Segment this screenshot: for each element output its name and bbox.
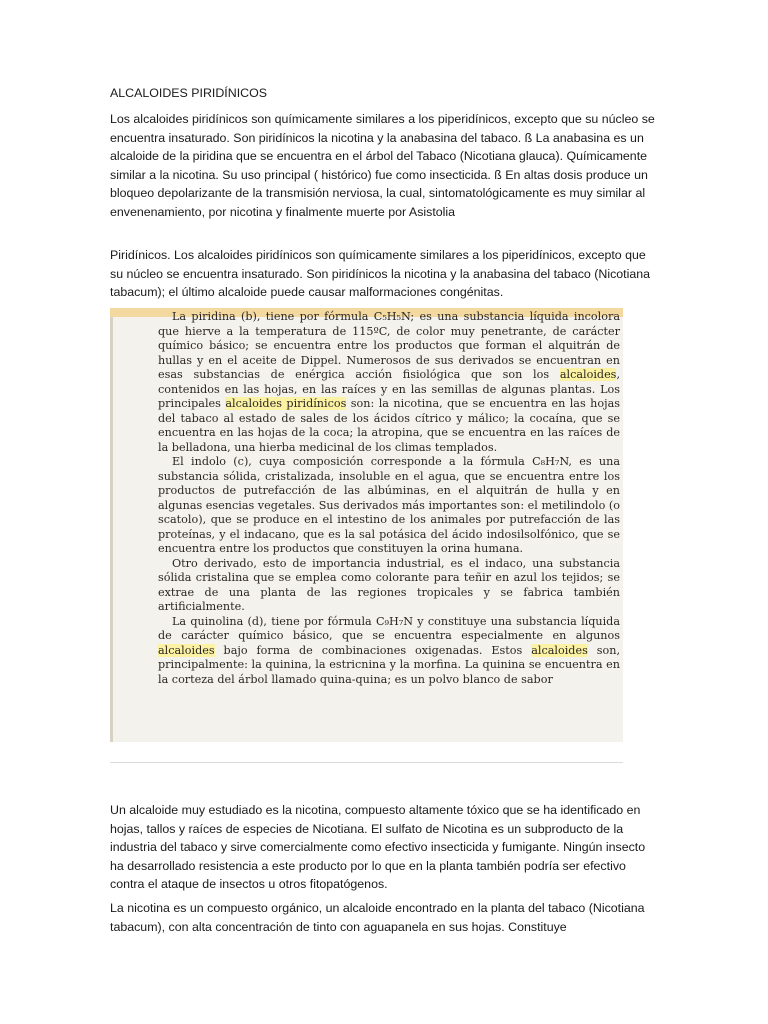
scan-text-run: son: la nicotina, que se encuentra en las hojas del tabaco al estado de sales de los ácidos cítrico y málico; la cocaína, que se encuentra en las hojas de la coca; la atropina, que se encuentra en las raíces de la belladona, una hierba medicinal de los climas templados. [158,397,620,454]
highlighted-term: alcaloides [559,368,617,381]
scan-text-run: son, principalmente: la quinina, la estricnina y la morfina. La quinina se encuentra en la corteza del árbol llamado quina-quina; es un polvo blanco de sabor [158,643,621,686]
scan-text-run: La quinolina (d), tiene por fórmula C₉H₇N y constituye una substancia líquida de carácter químico básico, que se encuentra especialmente en algunos [158,614,620,642]
paragraph-nicotina-estudio: Un alcaloide muy estudiado es la nicotina, compuesto altamente tóxico que se ha identificado en hojas, tallos y raíces de especies de Nicotiana. El sulfato de Nicotina es un subproducto de la industria del tabaco y sirve comercialmente como efectivo insecticida y fumigante. Ningún insecto ha desarrollado resistencia a este producto por lo que en la planta también podría ser efectivo contra el ataque de insectos u otros fitopatógenos. [110,803,646,892]
scan-text-run: , contenidos en las hojas, en las raíces y en las semillas de algunas plantas. Los principales [158,368,620,410]
scan-left-border [110,317,113,742]
highlighted-term: alcaloides [158,643,215,657]
paragraph-piridinicos: Piridínicos. Los alcaloides piridínicos son químicamente similares a los piperidínicos, excepto que su núcleo se encuentra insaturado. Son piridínicos la nicotina y la anabasina del tabaco (Nicotiana tabacum); el último alcaloide puede causar malformaciones congénitas. [110,248,651,300]
scan-paragraph-indaco: Otro derivado, esto de importancia industrial, es el indaco, una substancia sólida cristalina que se emplea como colorante para teñir en azul los tejidos; se extrae de una planta de las regiones tropicales y se fabrica también artificialmente. [158,556,620,613]
scan-paragraph-quinolina [158,615,620,688]
scan-text-run: La piridina (b), tiene por fórmula C₅H₅N; es una substancia líquida incolora que hierve a la temperatura de 115ºC, de color muy penetrante, de carácter químico básico; se encuentra entre los productos que forman el alquitrán de hullas y en el aceite de Dippel. Numerosos de sus derivados se encuentran en esas substancias de enérgica acción fisiológica que son los [158,310,620,381]
scan-paragraph-piridina [158,310,620,455]
paragraph-anabasina: Los alcaloides piridínicos son químicamente similares a los piperidínicos, excepto que su núcleo se encuentra insaturado. Son piridínicos la nicotina y la anabasina del tabaco. ß La anabasina es un alcaloide de la piridina que se encuentra en el árbol del Tabaco (Nicotiana glauca). Químicamente similar a la nicotina. Su uso principal ( histórico) fue como insecticida. ß En altas dosis produce un bloqueo depolarizante de la transmisión nerviosa, la cual, sintomatológicamente es muy similar al envenenamiento, por nicotina y finalmente muerte por Asistolia [110,112,655,219]
scan-text-block [158,310,620,687]
paragraph-nicotina-compuesto: La nicotina es un compuesto orgánico, un alcaloide encontrado en la planta del tabaco (Nicotiana tabacum), con alta concentración de tinto con aguapanela en sus hojas. Constituye [110,901,645,934]
scan-paragraph-indolo: El indolo (c), cuya composición corresponde a la fórmula C₈H₇N, es una substancia sólida, cristalizada, insoluble en el agua, que se encuentra entre los productos de putrefacción de las albúminas, en el alquitrán de hulla y en algunas esencias vegetales. Sus derivados más importantes son: el metilindolo (o scatolo), que se produce en el intestino de los animales por putrefacción de las proteínas, y el indacano, que es la sal potásica del ácido indosilsolfónico, que se encuentra entre los productos que constituyen la orina humana. [158,455,620,555]
scanned-book-page-image [110,308,623,742]
highlighted-term: alcaloides piridínicos [225,397,347,410]
image-bottom-rule [110,762,623,763]
highlighted-term: alcaloides [531,643,588,657]
scan-text-run: bajo forma de combinaciones oxigenadas. Estos [214,643,532,657]
document-title: ALCALOIDES PIRIDÍNICOS [110,86,267,100]
